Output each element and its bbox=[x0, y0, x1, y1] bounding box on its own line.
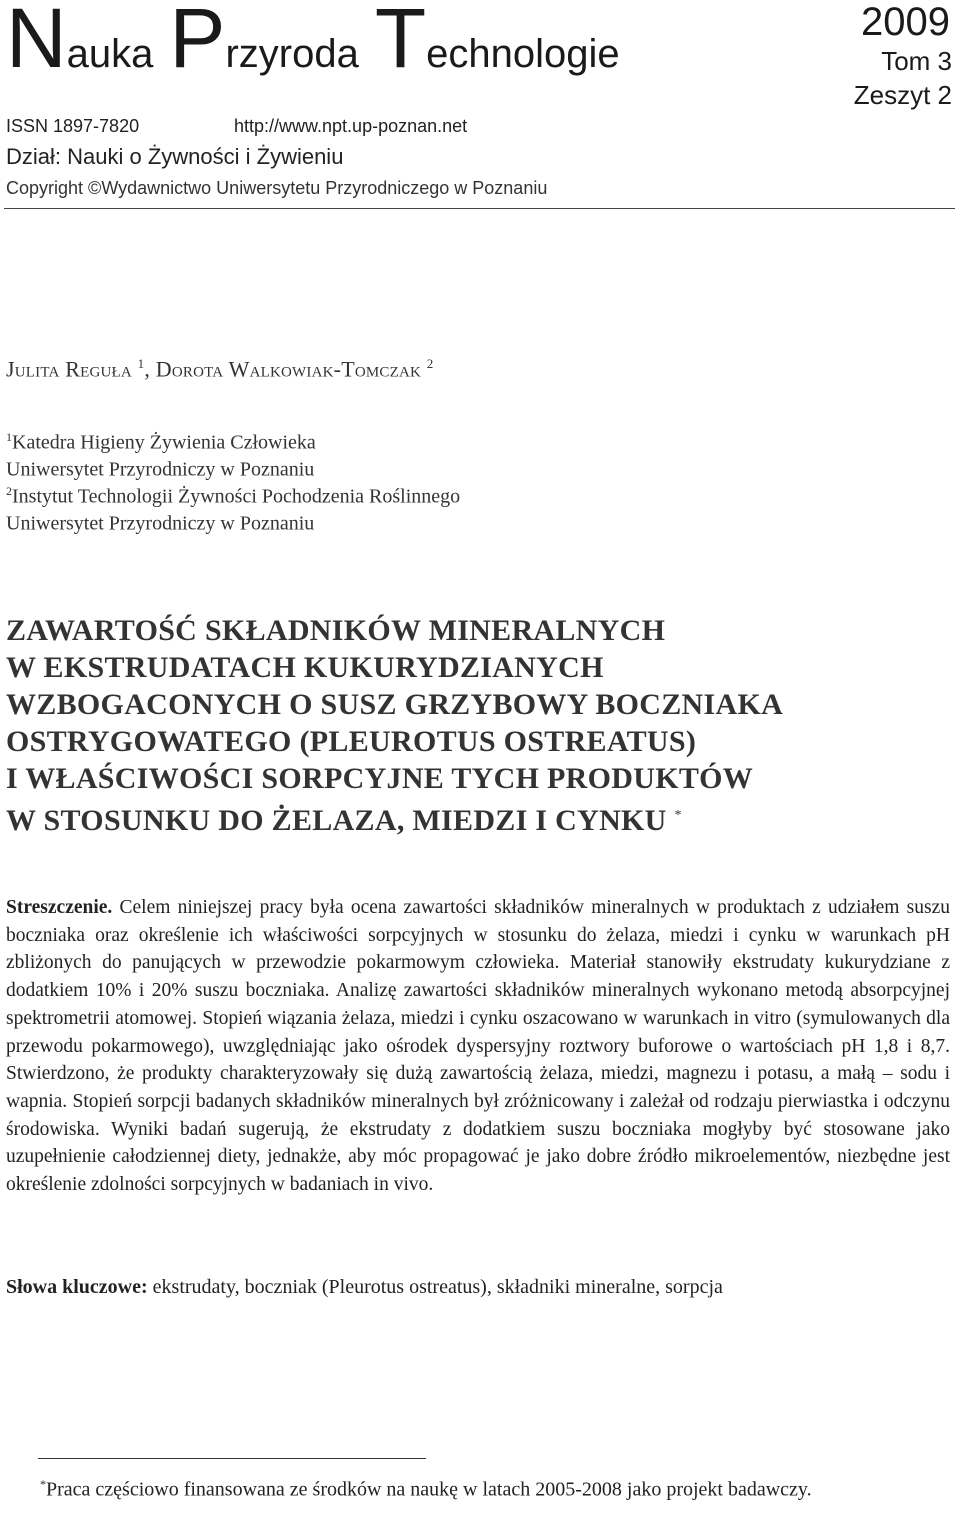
keywords-text: ekstrudaty, boczniak (Pleurotus ostreatus), składniki mineralne, sorpcja bbox=[147, 1276, 723, 1298]
masthead-initial-t: T bbox=[374, 0, 427, 85]
journal-url[interactable]: http://www.npt.up-poznan.net bbox=[234, 116, 468, 136]
copyright-prefix: Copyright bbox=[6, 178, 89, 198]
footnote-mark: * bbox=[40, 1477, 46, 1491]
title-line: W EKSTRUDATACH KUKURYDZIANYCH bbox=[6, 651, 604, 684]
affiliation-text: Uniwersytet Przyrodniczy w Poznaniu bbox=[6, 458, 315, 481]
footnote-divider bbox=[38, 1458, 426, 1459]
paper-title bbox=[6, 612, 783, 839]
author-2-sup: 2 bbox=[426, 356, 434, 371]
title-footnote-mark: * bbox=[674, 808, 682, 823]
journal-section: Dział: Nauki o Żywności i Żywieniu bbox=[6, 144, 344, 169]
title-line: OSTRYGOWATEGO (PLEUROTUS OSTREATUS) bbox=[6, 725, 697, 758]
author-separator: , bbox=[144, 356, 156, 382]
journal-issue: Zeszyt 2 bbox=[853, 80, 952, 110]
abstract-text: Celem niniejszej pracy była ocena zawartości składników mineralnych w produktach z udziałem suszu boczniaka oraz określenie ich właściwości sorpcyjnych w stosunku do żelaza, miedzi i cynku w warunkach pH zbliżonych do panujących w przewodzie pokarmowym człowieka. Materiał stanowiły ekstrudaty kukurydziane z dodatkiem 10% i 20% suszu boczniaka. Analizę zawartości składników mineralnych wykonano metodą absorpcyjnej spektrometrii atomowej. Stopień wiązania żelaza, miedzi i cynku oszacowano w warunkach in vitro (symulowanych dla przewodu pokarmowego), uwzględniając jako ośrodek dyspersyjny roztwory buforowe o wartościach pH 1,8 i 8,7. Stwierdzono, że produkty charakteryzowały się dużą zawartością żelaza, miedzi, magnezu i potasu, a małą – sodu i wapnia. Stopień sorpcji badanych składników mineralnych był zróżnicowany i zależał od rodzaju pierwiastka i odczynu środowiska. Wyniki badań sugerują, że ekstrudaty z dodatkiem suszu boczniaka mogłyby być stosowane jako uzupełnienie całodziennej diety, jednakże, aby móc propagować je jako dobre źródło mikroelementów, niezbędne jest określenie zdolności sorpcyjnych w badaniach in vivo. bbox=[6, 897, 950, 1196]
abstract-label: Streszczenie. bbox=[6, 897, 113, 918]
keywords bbox=[6, 1276, 950, 1299]
title-line-last bbox=[6, 797, 783, 839]
author-2: Dorota Walkowiak-Tomczak bbox=[155, 356, 422, 382]
affiliation-line bbox=[6, 511, 314, 536]
title-line: I WŁAŚCIWOŚCI SORPCYJNE TYCH PRODUKTÓW bbox=[6, 762, 754, 795]
affiliation-text: Instytut Technologii Żywności Pochodzenia Roślinnego bbox=[12, 485, 461, 508]
masthead-initial-n: N bbox=[6, 0, 67, 85]
header-divider bbox=[4, 208, 955, 209]
masthead-word-technologie: echnologie bbox=[426, 32, 620, 76]
affiliation-sup: 2 bbox=[6, 484, 12, 498]
journal-year: 2009 bbox=[861, 0, 950, 44]
journal-masthead bbox=[6, 0, 636, 85]
copyright-line bbox=[6, 178, 547, 199]
title-line: WZBOGACONYCH O SUSZ GRZYBOWY BOCZNIAKA bbox=[6, 688, 784, 721]
copyright-symbol: © bbox=[88, 178, 102, 198]
abstract bbox=[6, 894, 950, 1199]
masthead-initial-p: P bbox=[169, 0, 226, 85]
affiliation-line bbox=[6, 457, 314, 482]
affiliation-line bbox=[6, 484, 460, 509]
keywords-label: Słowa kluczowe: bbox=[6, 1276, 148, 1298]
affiliation-text: Katedra Higieny Żywienia Człowieka bbox=[12, 431, 316, 454]
title-line: W STOSUNKU DO ŻELAZA, MIEDZI I CYNKU bbox=[6, 804, 667, 837]
footnote-text: Praca częściowo finansowana ze środków na naukę w latach 2005-2008 jako projekt badawczy. bbox=[46, 1478, 812, 1501]
journal-volume: Tom 3 bbox=[881, 46, 952, 76]
author-1-sup: 1 bbox=[137, 356, 145, 371]
copyright-publisher: Wydawnictwo Uniwersytetu Przyrodniczego w Poznaniu bbox=[101, 178, 548, 198]
affiliation-text: Uniwersytet Przyrodniczy w Poznaniu bbox=[6, 512, 315, 535]
title-line: ZAWARTOŚĆ SKŁADNIKÓW MINERALNYCH bbox=[6, 614, 666, 647]
author-1: Julita Reguła bbox=[6, 356, 132, 382]
issn: ISSN 1897-7820 bbox=[6, 116, 140, 136]
affiliation-line bbox=[6, 430, 316, 455]
footnote bbox=[6, 1470, 946, 1504]
masthead-word-nauka: auka bbox=[66, 32, 154, 76]
authors-line bbox=[6, 356, 433, 382]
masthead-word-przyroda: rzyroda bbox=[225, 32, 359, 76]
affiliation-sup: 1 bbox=[6, 430, 12, 444]
